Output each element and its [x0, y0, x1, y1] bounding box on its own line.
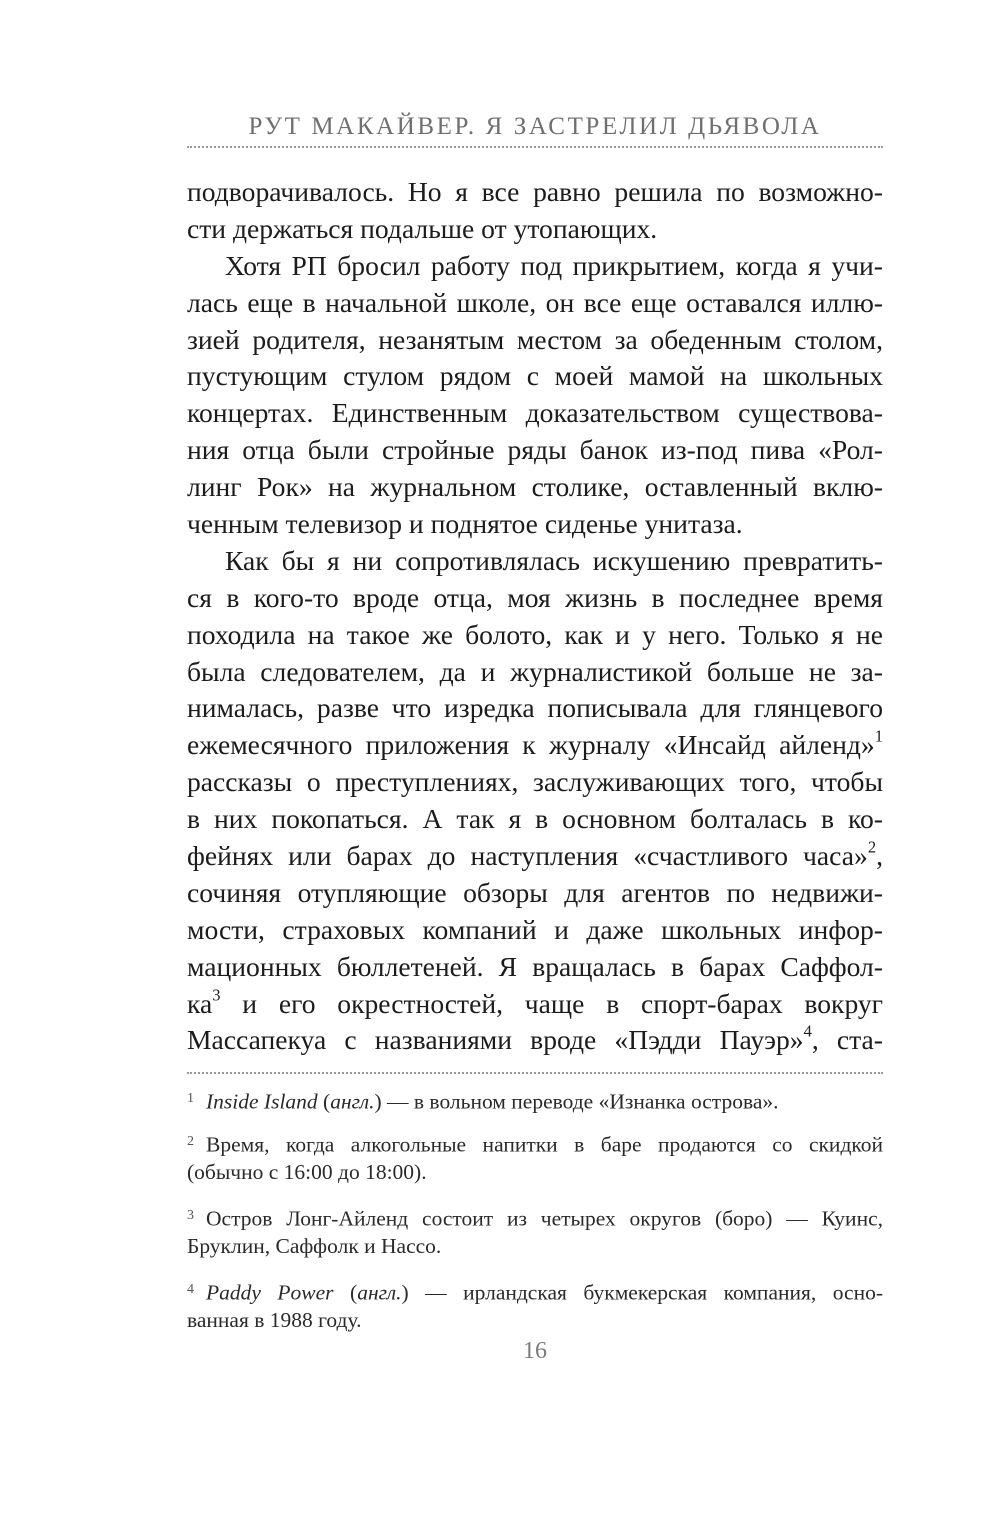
- footnote: [187, 1083, 883, 1114]
- running-head: РУТ МАКАЙВЕР. Я ЗАСТРЕЛИЛ ДЬЯВОЛА: [248, 113, 822, 140]
- footnote: [187, 1126, 883, 1188]
- body-line: ния отца были стройные ряды банок из-под пива «Рол-: [187, 434, 883, 466]
- body-line: фейнях или барах до наступления «счастливого часа»$^2$,: [187, 837, 883, 872]
- body-line: концертах. Единственным доказательством существова-: [187, 397, 883, 429]
- body-line: мационных бюллетеней. Я вращалась в барах Саффол-: [187, 950, 883, 982]
- footnote-ref: 1: [874, 726, 883, 746]
- body-line: нималась, разве что изредка пописывала для глянцевого: [187, 692, 883, 724]
- footnote-ref: 3: [212, 985, 221, 1005]
- footnote-line: $^2$ Время, когда алкогольные напитки в баре продаются со скидкой: [187, 1132, 883, 1157]
- body-line: пустующим стулом рядом с моей мамой на школьных: [187, 360, 883, 392]
- body-line: линг Рок» на журнальном столике, оставленный вклю-: [187, 471, 883, 503]
- body-line: походила на такое же болото, как и у него. Только я не: [187, 618, 883, 650]
- body-line: ежемесячного приложения к журналу «Инсайд айленд»$^1$: [187, 726, 883, 761]
- footnote-number: 3: [187, 1208, 194, 1223]
- body-line: Массапекуа с названиями вроде «Пэдди Пауэр»$^4$, ста-: [187, 1022, 883, 1056]
- body-line: была следователем, да и журналистикой больше не за-: [187, 655, 883, 687]
- body-line: ся в кого-то вроде отца, моя жизнь в последнее время: [187, 581, 883, 613]
- footnote-number: 4: [187, 1282, 194, 1297]
- page-number: 16: [523, 1338, 547, 1364]
- body-text: [187, 174, 883, 1059]
- body-line: $ка^3$ и его окрестностей, чаще в спорт-барах вокруг: [187, 985, 883, 1019]
- footnotes: [187, 1083, 883, 1348]
- footnote-rule: [187, 1072, 883, 1074]
- footnote-line: $^3$ Остров Лонг-Айленд состоит из четырех округов (боро) — Куинс,: [187, 1206, 883, 1231]
- body-line: рассказы о преступлениях, заслуживающих того, чтобы: [187, 766, 883, 798]
- footnote-line: $^4$ Paddy Power (англ.) — ирландская букмекерская компания, осно-: [187, 1280, 883, 1305]
- footnote-ref: 4: [803, 1022, 812, 1042]
- body-line: Хотя РП бросил работу под прикрытием, когда я учи-: [225, 249, 883, 281]
- body-line: мости, страховых компаний и даже школьных инфор-: [187, 913, 883, 945]
- body-line: ченным телевизор и поднятое сиденье унитаза.: [187, 508, 743, 540]
- footnote-line: $^1$ Inside Island (англ.) — в вольном переводе «Изнанка острова».: [187, 1089, 779, 1114]
- footnote-ref: 2: [867, 837, 877, 857]
- body-line: лась еще в начальной школе, он все еще оставался иллю-: [187, 286, 883, 318]
- body-line: Как бы я ни сопротивлялась искушению превратить-: [225, 544, 883, 576]
- footnote-number: 1: [187, 1091, 194, 1106]
- footnote-line: ванная в 1988 году.: [187, 1308, 362, 1332]
- body-line: в них покопаться. А так я в основном болталась в ко-: [187, 803, 883, 835]
- footnote-line: (обычно с 16:00 до 18:00).: [187, 1160, 427, 1184]
- body-line: сти держаться подальше от утопающих.: [187, 212, 658, 244]
- footnote: [187, 1274, 883, 1336]
- header-rule: [187, 146, 883, 148]
- body-line: зией родителя, незанятым местом за обеденным столом,: [187, 323, 883, 355]
- body-line: подворачивалось. Но я все равно решила по возможно-: [187, 176, 883, 207]
- footnote-line: Бруклин, Саффолк и Нассо.: [187, 1234, 442, 1258]
- footnote-number: 2: [187, 1134, 194, 1149]
- footnote: [187, 1200, 883, 1262]
- body-line: сочиняя отупляющие обзоры для агентов по недвижи-: [187, 876, 883, 908]
